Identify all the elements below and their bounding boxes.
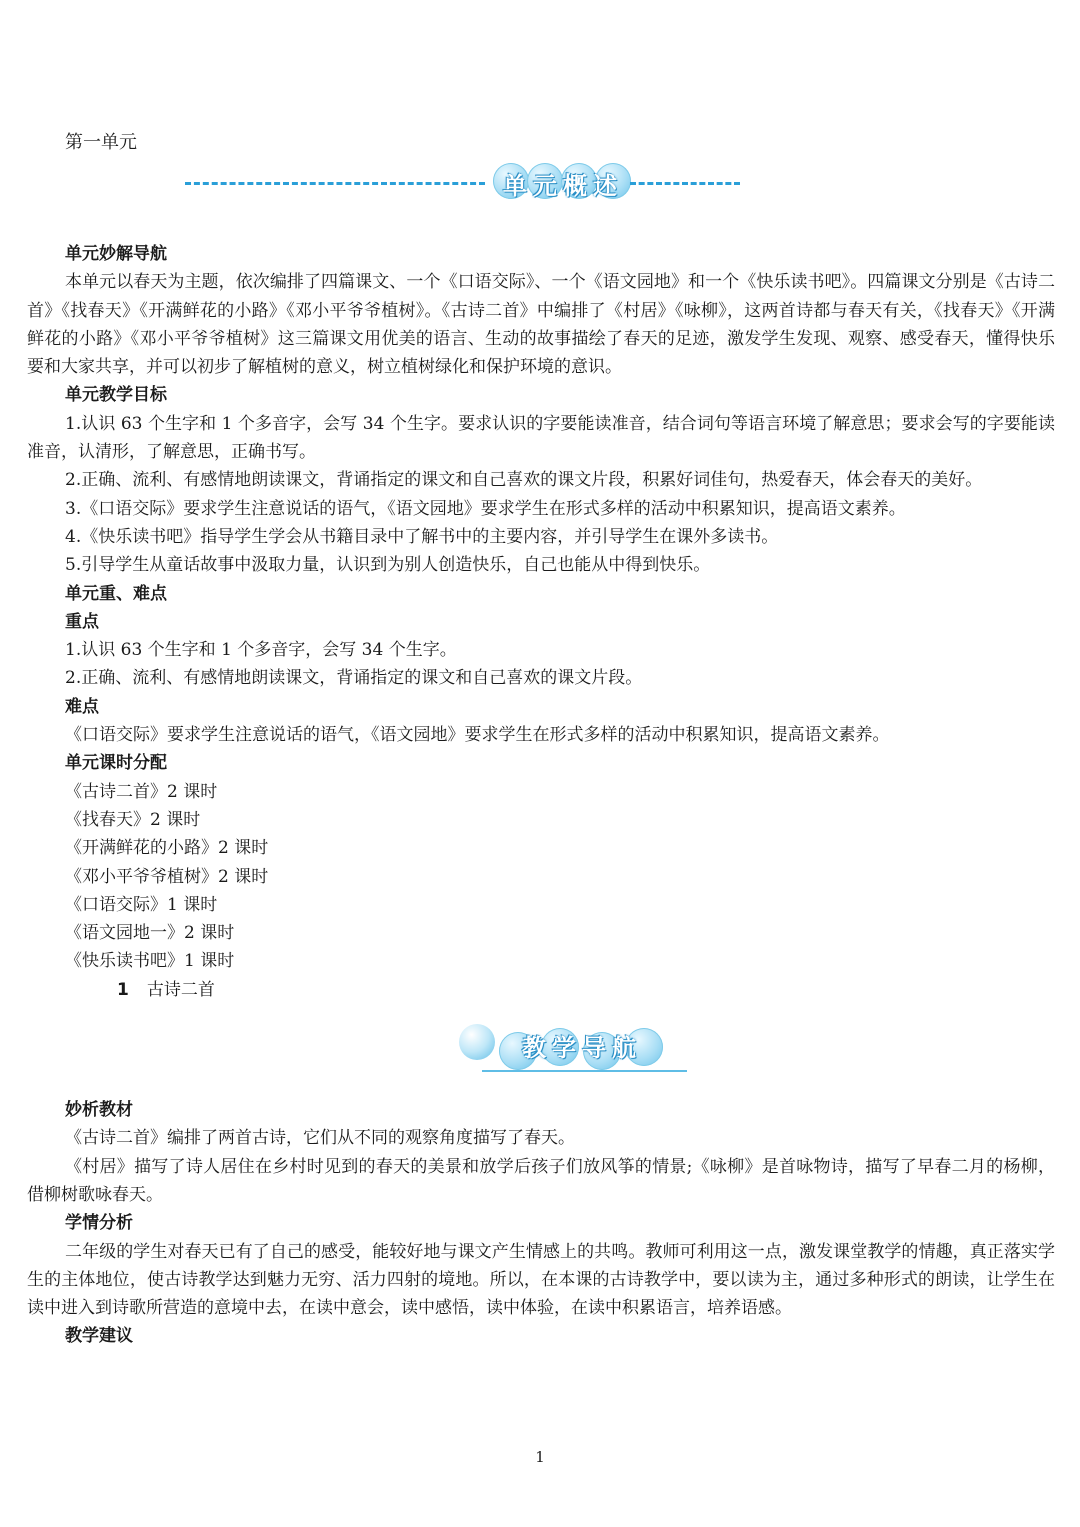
banner-title: 单元概述 <box>503 172 623 200</box>
section-heading-advice: 教学建议 <box>65 1326 133 1347</box>
section-heading-navigation: 单元妙解导航 <box>65 244 167 264</box>
unit-label: 第一单元 <box>65 132 137 153</box>
subheading-key: 重点 <box>65 611 99 632</box>
banner-dash-left <box>185 182 485 185</box>
schedule-item: 《邓小平爷爷植树》2 课时 <box>65 866 269 887</box>
section-heading-analysis: 妙析教材 <box>65 1100 133 1121</box>
lesson-number: 1 <box>117 979 129 1000</box>
banner-title: 教学导航 <box>522 1034 642 1063</box>
analysis-paragraph: 《古诗二首》编排了两首古诗，它们从不同的观察角度描写了春天。 <box>65 1128 575 1149</box>
schedule-item: 《语文园地一》2 课时 <box>65 923 235 944</box>
goal-item: 4.《快乐读书吧》指导学生学会从书籍目录中了解书中的主要内容，并引导学生在课外多读书。 <box>65 526 779 547</box>
teaching-guide-banner <box>457 1004 697 1096</box>
section-heading-students: 学情分析 <box>65 1213 133 1234</box>
section-heading-goals: 单元教学目标 <box>65 385 167 406</box>
lesson-name: 古诗二首 <box>146 979 215 1000</box>
section-heading-key-points: 单元重、难点 <box>65 583 167 604</box>
subheading-difficult: 难点 <box>65 696 99 717</box>
section-heading-schedule: 单元课时分配 <box>65 753 167 774</box>
banner-dash-right <box>630 182 740 185</box>
schedule-item: 《找春天》2 课时 <box>65 809 201 830</box>
unit-overview-banner <box>185 160 745 210</box>
schedule-item: 《古诗二首》2 课时 <box>65 781 218 802</box>
students-paragraph: 二年级的学生对春天已有了自己的感受，能较好地与课文产生情感上的共鸣。教师可利用这一点，激发课堂教学的情趣，真正落实学生的主体地位，使古诗教学达到魅力无穷、活力四射的境地。所以，在本课的古诗教学中，要以读为主，通过多种形式的朗读，让学生在读中进入到诗歌所营造的意境中去，在读中意会，读中感悟，读中体验，在读中积累语言，培养语感。 <box>27 1241 1055 1319</box>
schedule-item: 《快乐读书吧》1 课时 <box>65 951 235 972</box>
lesson-title <box>27 976 1055 1004</box>
main-content <box>27 240 1055 1351</box>
navigation-paragraph: 本单元以春天为主题，依次编排了四篇课文、一个《口语交际》、一个《语文园地》和一个《快乐读书吧》。四篇课文分别是《古诗二首》《找春天》《开满鲜花的小路》《邓小平爷爷植树》。《古诗二首》中编排了《村居》《咏柳》，这两首诗都与春天有关，《找春天》《开满鲜花的小路》《邓小平爷爷植树》这三篇课文用优美的语言、生动的故事描绘了春天的足迹，激发学生发现、观察、感受春天，懂得快乐要和大家共享，并可以初步了解植树的意义，树立植树绿化和保护环境的意识。 <box>27 272 1055 378</box>
difficult-point-text: 《口语交际》要求学生注意说话的语气，《语文园地》要求学生在形式多样的活动中积累知识，提高语文素养。 <box>65 725 890 746</box>
schedule-item: 《开满鲜花的小路》2 课时 <box>65 838 269 859</box>
schedule-item: 《口语交际》1 课时 <box>65 894 218 915</box>
key-point-item: 1.认识 63 个生字和 1 个多音字，会写 34 个生字。 <box>65 640 457 661</box>
goal-item: 1.认识 63 个生字和 1 个多音字，会写 34 个生字。要求认识的字要能读准音，结合词句等语言环境了解意思；要求会写的字要能读准音，认清形，了解意思，正确书写。 <box>27 413 1055 463</box>
bubble-decoration <box>459 1024 495 1060</box>
analysis-paragraph: 《村居》描写了诗人居住在乡村时见到的春天的美景和放学后孩子们放风筝的情景;《咏柳》是首咏物诗，描写了早春二月的杨柳，借柳树歌咏春天。 <box>27 1156 1055 1205</box>
goal-item: 5.引导学生从童话故事中汲取力量，认识到为别人创造快乐，自己也能从中得到快乐。 <box>65 555 711 576</box>
page-number: 1 <box>535 1448 545 1466</box>
goal-item: 2.正确、流利、有感情地朗读课文，背诵指定的课文和自己喜欢的课文片段，积累好词佳句，热爱春天，体会春天的美好。 <box>65 470 983 491</box>
key-point-item: 2.正确、流利、有感情地朗读课文，背诵指定的课文和自己喜欢的课文片段。 <box>65 668 643 689</box>
goal-item: 3.《口语交际》要求学生注意说话的语气，《语文园地》要求学生在形式多样的活动中积累知识，提高语文素养。 <box>65 498 906 519</box>
banner-underline <box>482 1070 687 1072</box>
